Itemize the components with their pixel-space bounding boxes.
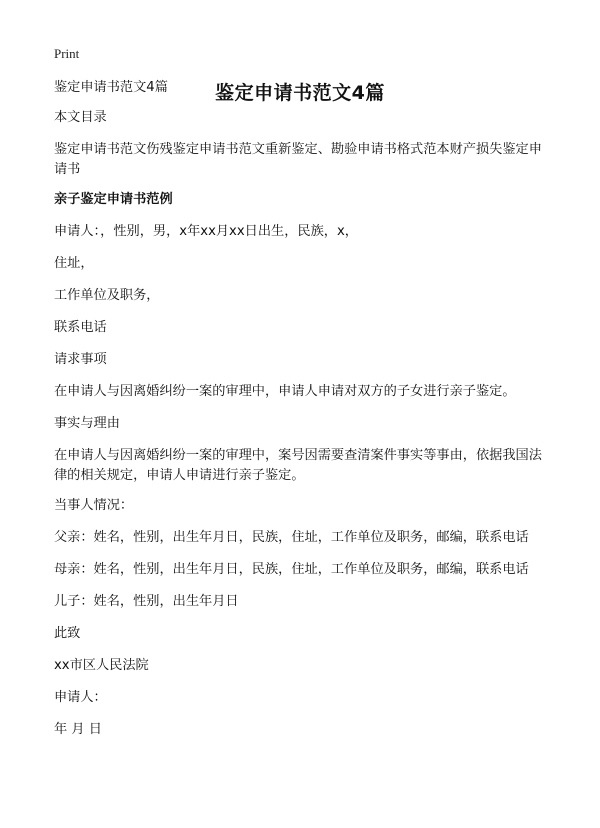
- paragraph-toc-list: 鉴定申请书范文伤残鉴定申请书范文重新鉴定、勘验申请书格式范本财产损失鉴定申请书: [54, 142, 542, 177]
- paragraph-request: 在申请人与因离婚纠纷一案的审理中，申请人申请对双方的子女进行亲子鉴定。: [54, 384, 516, 399]
- paragraph-facts-heading: 事实与理由: [54, 416, 120, 431]
- paragraph-subtitle: 鉴定申请书范文4篇: [54, 80, 168, 95]
- print-link[interactable]: Print: [54, 46, 80, 61]
- paragraph-address: 住址，: [54, 256, 94, 271]
- paragraph-facts: 在申请人与因离婚纠纷一案的审理中，案号因需要查清案件事实等事由，依据我国法律的相关规定，申请人申请进行亲子鉴定。: [54, 448, 542, 483]
- paragraph-mother: 母亲：姓名，性别，出生年月日，民族，住址，工作单位及职务，邮编，联系电话: [54, 562, 529, 577]
- paragraph-toc-heading: 本文目录: [54, 110, 107, 125]
- paragraph-father: 父亲：姓名，性别，出生年月日，民族，住址，工作单位及职务，邮编，联系电话: [54, 530, 529, 545]
- paragraph-applicant: 申请人：，性别，男，x年xx月xx日出生，民族，x，: [54, 224, 358, 239]
- paragraph-phone: 联系电话: [54, 320, 107, 335]
- paragraph-request-heading: 请求事项: [54, 352, 107, 367]
- paragraph-salutation: 此致: [54, 626, 81, 641]
- paragraph-court: xx市区人民法院: [54, 658, 149, 673]
- document-title: 鉴定申请书范文4篇: [215, 82, 385, 104]
- paragraph-date: 年 月 日: [54, 722, 102, 737]
- paragraph-son: 儿子：姓名，性别，出生年月日: [54, 594, 239, 609]
- paragraph-employer: 工作单位及职务，: [54, 288, 160, 303]
- section-heading: 亲子鉴定申请书范例: [54, 192, 173, 207]
- paragraph-signature: 申请人：: [54, 690, 107, 705]
- paragraph-parties-heading: 当事人情况：: [54, 498, 134, 513]
